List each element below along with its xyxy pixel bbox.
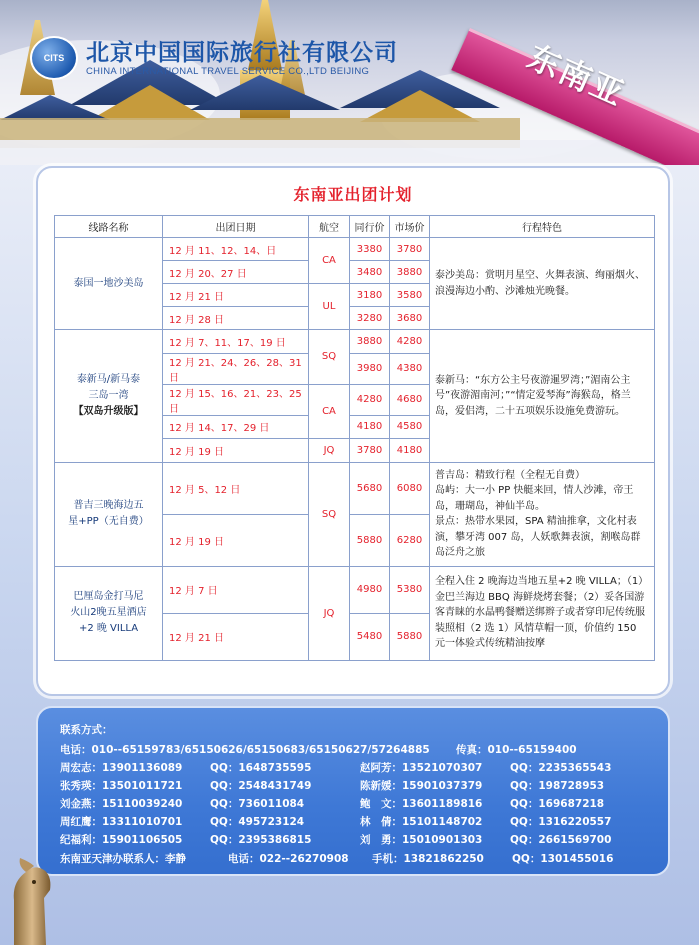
contact-qq: [210, 832, 311, 847]
tianjin-mobile: [372, 851, 484, 866]
person-tel[interactable]: 15101148702: [402, 816, 483, 828]
contact-person: [360, 778, 482, 793]
person-tel[interactable]: 13601189816: [402, 798, 483, 810]
col-features: 行程特色: [430, 216, 655, 238]
qq-number[interactable]: 2661569700: [538, 834, 612, 846]
qq-number[interactable]: 1648735595: [238, 762, 312, 774]
trade-price: 3780: [350, 439, 390, 463]
fax-number[interactable]: 010--65159400: [487, 744, 577, 756]
departure-date: 12 月 19 日: [163, 439, 309, 463]
person-tel[interactable]: 15901106505: [102, 834, 183, 846]
airline-code: CA: [309, 384, 350, 439]
qq-number[interactable]: 1301455016: [540, 853, 614, 865]
contact-title: 联系方式：: [60, 724, 113, 736]
globe-icon: CITS: [30, 36, 78, 80]
table-row: [55, 566, 655, 613]
qq-number[interactable]: 169687218: [538, 798, 605, 810]
contact-qq: [210, 760, 311, 775]
market-price: 3580: [390, 284, 430, 307]
departure-date: 12 月 14、17、29 日: [163, 415, 309, 439]
airline-code: JQ: [309, 439, 350, 463]
route-name-line: 【双岛升级版】: [73, 405, 144, 417]
person-tel[interactable]: 13901136089: [102, 762, 183, 774]
company-name-en: CHINA INTERNATIONAL TRAVEL SERVICE CO.,LTD BEIJING: [86, 66, 370, 77]
person-name: 纪福利：: [60, 834, 102, 846]
qq-number[interactable]: 1316220557: [538, 816, 612, 828]
contact-person: [360, 796, 482, 811]
tour-features: 全程入住 2 晚海边当地五星+2 晚 VILLA；（1）金巴兰海边 BBQ 海鲜烧烤套餐；（2）妥各国游客青睐的水晶鸭餐赠送绑辫子或者穿印尼传统服装照相（2 选 1）风情草帽一顶，价值约 150 元一体验式传统精油按摩: [430, 566, 655, 660]
trade-price: 3980: [350, 353, 390, 384]
contact-qq: [510, 814, 611, 829]
person-name: 鲍 文：: [360, 798, 402, 810]
person-name: 张秀瑛：: [60, 780, 102, 792]
trade-price: 4180: [350, 415, 390, 439]
market-price: 4580: [390, 415, 430, 439]
trade-price: 4980: [350, 566, 390, 613]
person-tel[interactable]: 15901037379: [402, 780, 483, 792]
qq-label: QQ：: [210, 762, 239, 774]
departure-date: 12 月 28 日: [163, 307, 309, 330]
route-name: [55, 462, 163, 566]
col-date: 出团日期: [163, 216, 309, 238]
company-logo: [30, 34, 410, 84]
person-name: 周红鹰：: [60, 816, 102, 828]
plan-title: 东南亚出团计划: [293, 185, 413, 204]
person-name: 赵阿芳：: [360, 762, 402, 774]
qq-label: QQ：: [210, 798, 239, 810]
contact-qq: [510, 832, 611, 847]
tour-features: 泰新马：“东方公主号夜游暹罗湾；”湄南公主号”夜游湄南河；”“情定爱琴海”海猴岛，格兰岛，爱侣湾，二十五项娱乐设施免费游玩。: [430, 330, 655, 463]
qq-label: QQ：: [210, 834, 239, 846]
market-price: 4280: [390, 330, 430, 354]
route-name-line: 泰新马/新马泰: [76, 373, 141, 385]
contact-qq: [210, 814, 304, 829]
person-name: 林 倩：: [360, 816, 402, 828]
market-price: 6080: [390, 462, 430, 514]
trade-price: 3880: [350, 330, 390, 354]
person-name: 刘金燕：: [60, 798, 102, 810]
trade-price: 3280: [350, 307, 390, 330]
route-name: [55, 330, 163, 463]
market-price: 6280: [390, 514, 430, 566]
tianjin-phone: [228, 851, 349, 866]
col-market-price: 市场价: [390, 216, 430, 238]
route-name-line: 三岛一湾: [88, 389, 129, 401]
tianjin-label: 东南亚天津办联系人：李静: [60, 853, 186, 865]
qq-label: QQ：: [210, 816, 239, 828]
qq-label: QQ：: [510, 834, 539, 846]
tianjin-mobile-label: 手机：: [372, 853, 404, 865]
merlion-statue-icon: [0, 856, 70, 945]
contact-person: [360, 814, 482, 829]
trade-price: 3180: [350, 284, 390, 307]
contact-person: [60, 778, 182, 793]
airline-code: UL: [309, 284, 350, 330]
market-price: 4380: [390, 353, 430, 384]
market-price: 4180: [390, 439, 430, 463]
table-header-row: [55, 216, 655, 238]
departure-date: 12 月 21 日: [163, 284, 309, 307]
departure-date: 12 月 21 日: [163, 613, 309, 660]
departure-date: 12 月 11、12、14、日: [163, 238, 309, 261]
qq-label: QQ：: [510, 780, 539, 792]
table-row: [55, 330, 655, 354]
contact-qq: [510, 760, 611, 775]
tour-features: [430, 462, 655, 566]
fax-label: 传真：: [456, 744, 488, 756]
market-price: 3880: [390, 261, 430, 284]
trade-price: 5480: [350, 613, 390, 660]
tianjin-contact: [60, 851, 186, 866]
person-tel[interactable]: 15010901303: [402, 834, 483, 846]
tour-plan-card: [36, 166, 670, 696]
page-header: [0, 0, 699, 165]
col-route: 线路名称: [55, 216, 163, 238]
departure-date: 12 月 21、24、26、28、31 日: [163, 353, 309, 384]
qq-number[interactable]: 2235365543: [538, 762, 612, 774]
route-name-line: 普吉三晚海边五: [73, 500, 144, 511]
fax-line: [456, 742, 577, 757]
contact-qq: [510, 778, 604, 793]
contact-person: [60, 814, 182, 829]
person-name: 刘 勇：: [360, 834, 402, 846]
trade-price: 4280: [350, 384, 390, 415]
departure-date: 12 月 20、27 日: [163, 261, 309, 284]
qq-number[interactable]: 736011084: [238, 798, 305, 810]
person-tel[interactable]: 13521070307: [402, 762, 483, 774]
contact-qq: [510, 796, 604, 811]
contact-person: [60, 832, 182, 847]
route-name-line: 星+PP（无自费）: [68, 516, 149, 527]
market-price: 3680: [390, 307, 430, 330]
col-trade-price: 同行价: [350, 216, 390, 238]
tour-features: 泰沙美岛：赏明月星空、火舞表演、绚丽烟火、浪漫海边小酌、沙滩烛光晚餐。: [430, 238, 655, 330]
route-name-line: 巴厘岛金打马尼: [73, 591, 144, 602]
table-row: [55, 462, 655, 514]
feature-line: 普吉岛：精致行程（全程无自费）: [435, 469, 585, 481]
tianjin-mobile-number[interactable]: 13821862250: [403, 853, 484, 865]
qq-label: QQ：: [512, 853, 541, 865]
tour-plan-table: [54, 215, 655, 661]
region-banner: 东南亚: [522, 37, 631, 114]
contact-person: [360, 760, 482, 775]
route-name: 泰国一地沙美岛: [55, 238, 163, 330]
market-price: 5380: [390, 566, 430, 613]
person-tel[interactable]: 13501011721: [102, 780, 183, 792]
departure-date: 12 月 15、16、21、23、25 日: [163, 384, 309, 415]
phone-label: 电话：: [60, 744, 92, 756]
route-name: [55, 566, 163, 660]
person-name: 陈新媛：: [360, 780, 402, 792]
airline-code: SQ: [309, 330, 350, 385]
trade-price: 3380: [350, 238, 390, 261]
person-tel[interactable]: 15110039240: [102, 798, 183, 810]
qq-label: QQ：: [210, 780, 239, 792]
market-price: 5880: [390, 613, 430, 660]
main-phone-line: [60, 742, 430, 757]
departure-date: 12 月 5、12 日: [163, 462, 309, 514]
qq-label: QQ：: [510, 762, 539, 774]
col-airline: 航空: [309, 216, 350, 238]
trade-price: 3480: [350, 261, 390, 284]
feature-line: 景点：热带水果园，SPA 精油推拿，文化村表演，攀牙湾 007 岛，人妖歌舞表演，割喉岛群岛泛舟之旅: [435, 516, 641, 558]
airline-code: JQ: [309, 566, 350, 660]
airline-code: CA: [309, 238, 350, 284]
route-name-line: 火山2晚五星酒店: [70, 607, 147, 618]
qq-number[interactable]: 2548431749: [238, 780, 312, 792]
contact-person: [60, 796, 182, 811]
departure-date: 12 月 7 日: [163, 566, 309, 613]
phone-number[interactable]: 010--65159783/65150626/65150683/65150627/57264885: [91, 744, 430, 756]
contact-person: [60, 760, 182, 775]
tianjin-tel-label: 电话：: [228, 853, 260, 865]
contact-card: [36, 706, 670, 876]
feature-line: 岛屿：大一小 PP 快艇来回，情人沙滩，帝王岛，珊瑚岛，神仙半岛。: [435, 485, 634, 512]
market-price: 4680: [390, 384, 430, 415]
qq-label: QQ：: [510, 816, 539, 828]
tianjin-tel[interactable]: 022--26270908: [259, 853, 349, 865]
tianjin-qq: [512, 851, 613, 866]
departure-date: 12 月 19 日: [163, 514, 309, 566]
departure-date: 12 月 7、11、17、19 日: [163, 330, 309, 354]
route-name-line: +2 晚 VILLA: [78, 623, 139, 634]
qq-number[interactable]: 2395386815: [238, 834, 312, 846]
qq-number[interactable]: 495723124: [238, 816, 305, 828]
airline-code: SQ: [309, 462, 350, 566]
person-name: 周宏志：: [60, 762, 102, 774]
person-tel[interactable]: 13311010701: [102, 816, 183, 828]
trade-price: 5680: [350, 462, 390, 514]
qq-label: QQ：: [510, 798, 539, 810]
contact-person: [360, 832, 482, 847]
contact-qq: [210, 796, 304, 811]
contact-qq: [210, 778, 311, 793]
company-name-cn: 北京中国国际旅行社有限公司: [86, 40, 398, 66]
table-row: [55, 238, 655, 261]
market-price: 3780: [390, 238, 430, 261]
qq-number[interactable]: 198728953: [538, 780, 605, 792]
trade-price: 5880: [350, 514, 390, 566]
